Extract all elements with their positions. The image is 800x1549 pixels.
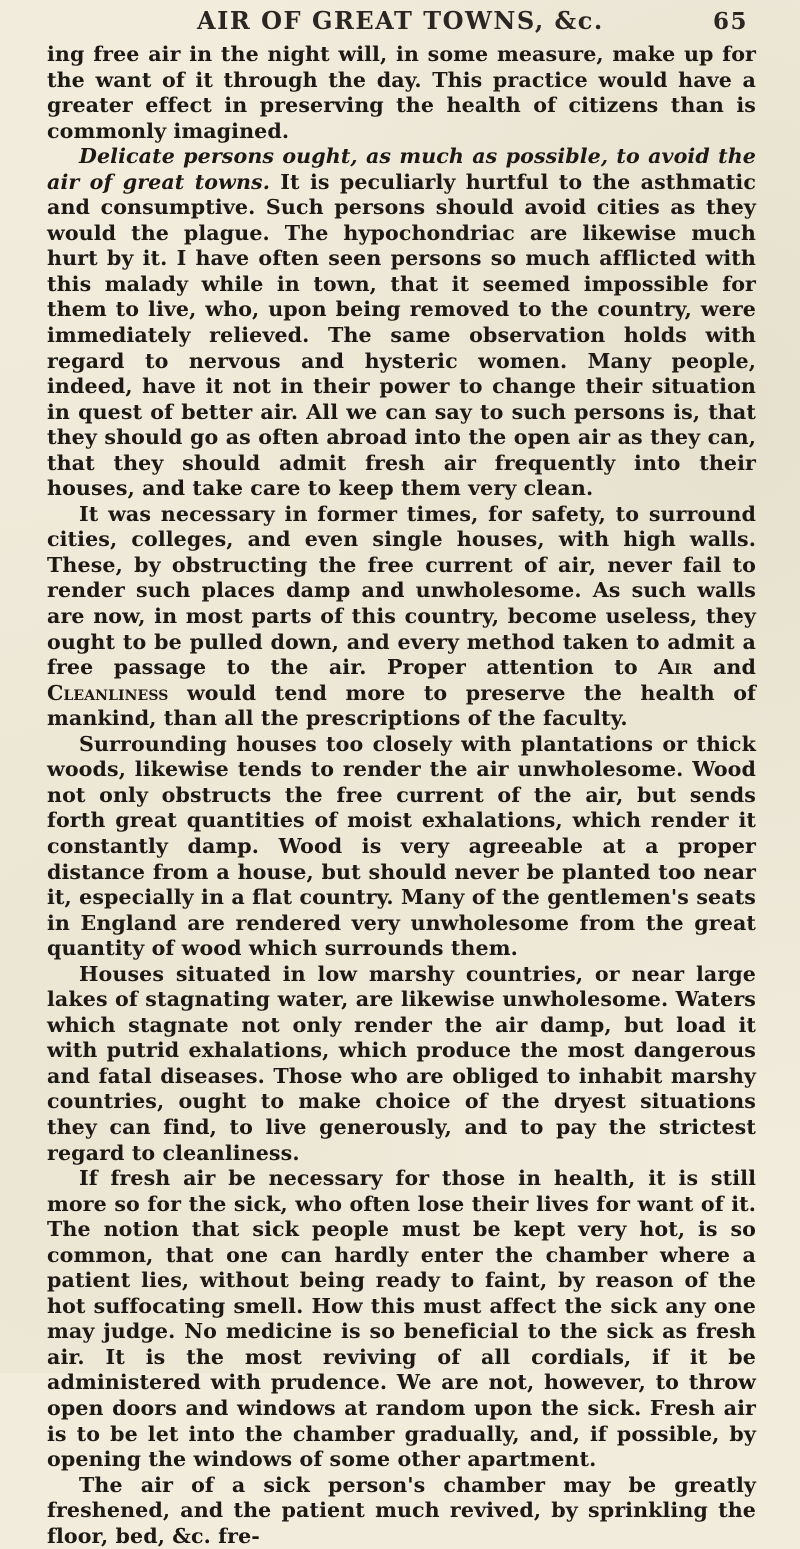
- paragraph-text: Houses situated in low marshy countries, or near large lakes of stagnating water, are likewise unwholesome. Waters which stagnate not only render the air damp, but load it with putrid exhalations, which produce the most dangerous and fatal diseases. Those who are obliged to inhabit marshy countries, ought to make choice of the dryest situations they can find, to live generously, and to pay the strictest regard to cleanliness.: [47, 961, 756, 1165]
- paragraph-continuation: [47, 42, 756, 144]
- paragraph-text: Surrounding houses too closely with plantations or thick woods, likewise tends to render the air unwholesome. Wood not only obstructs the free current of the air, but sends forth great quantities of moist exhalations, which render it constantly damp. Wood is very agreeable at a proper distance from a house, but should never be planted too near it, especially in a flat country. Many of the gentlemen's seats in England are rendered very unwholesome from the great quantity of wood which surrounds them.: [47, 731, 756, 961]
- running-head: [47, 6, 756, 42]
- body-text: [47, 42, 756, 1549]
- paragraph-sick-chamber: [47, 1473, 756, 1549]
- running-title: AIR OF GREAT TOWNS, &c.: [197, 6, 604, 35]
- small-caps-air: Air: [658, 655, 693, 680]
- paragraph-text: and: [692, 655, 756, 680]
- paragraph-text: It was necessary in former times, for safety, to surround cities, colleges, and even single houses, with high walls. These, by obstructing the free current of air, never fail to render such places damp and unwholesome. As such walls are now, in most parts of this country, become useless, they ought to be pulled down, and every method taken to admit a free passage to the air. Proper attention to: [47, 501, 756, 680]
- paragraph-marshy-countries: [47, 962, 756, 1166]
- paragraph-delicate-persons: [47, 144, 756, 502]
- paragraph-text: would tend more to preserve the health of mankind, than all the prescriptions of the faculty.: [47, 680, 756, 731]
- paragraph-text: ing free air in the night will, in some measure, make up for the want of it through the day. This practice would have a greater effect in preserving the health of citizens than is commonly imagined.: [47, 42, 756, 143]
- paragraph-text: The air of a sick person's chamber may be greatly freshened, and the patient much revived, by sprinkling the floor, bed, &c. fre-: [47, 1472, 756, 1548]
- paragraph-text: If fresh air be necessary for those in health, it is still more so for the sick, who often lose their lives for want of it. The notion that sick people must be kept very hot, is so common, that one can hardly enter the chamber where a patient lies, without being ready to faint, by reason of the hot suffocating smell. How this must affect the sick any one may judge. No medicine is so beneficial to the sick as fresh air. It is the most reviving of all cordials, if it be administered with prudence. We are not, however, to throw open doors and windows at random upon the sick. Fresh air is to be let into the chamber gradually, and, if possible, by opening the windows of some other apartment.: [47, 1166, 756, 1472]
- paragraph-text: It is peculiarly hurtful to the asthmatic and consumptive. Such persons should avoid cities as they would the plague. The hypochondriac are likewise much hurt by it. I have often seen persons so much afflicted with this malady while in town, that it seemed impossible for them to live, who, upon being removed to the country, were immediately relieved. The same observation holds with regard to nervous and hysteric women. Many people, indeed, have it not in their power to change their situation in quest of better air. All we can say to such persons is, that they should go as often abroad into the open air as they can, that they should admit fresh air frequently into their houses, and take care to keep them very clean.: [47, 169, 756, 501]
- small-caps-cleanliness: Cleanliness: [47, 680, 169, 705]
- paragraph-walls: [47, 502, 756, 732]
- paragraph-woods: [47, 732, 756, 962]
- page-number: 65: [712, 8, 748, 35]
- paragraph-fresh-air-sick: [47, 1166, 756, 1473]
- paragraph-lead-italic: Delicate persons ought, as much as possible, to avoid the air of great towns.: [47, 144, 756, 194]
